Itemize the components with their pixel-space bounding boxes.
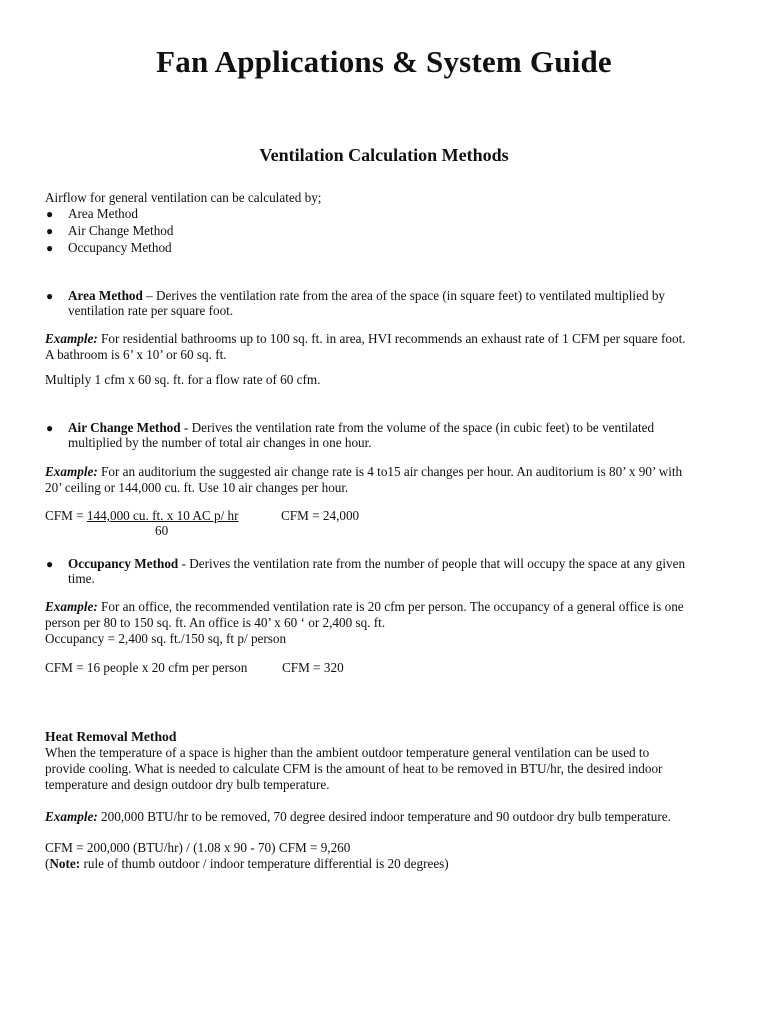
heat-example [45,809,671,825]
note-text: rule of thumb outdoor / indoor temperature differential is 20 degrees) [80,856,449,871]
occupancy-line1 [68,556,685,572]
bullet-icon: ● [46,241,54,255]
heat-heading: Heat Removal Method [45,729,177,744]
area-method-line1 [68,288,665,304]
air-change-result: CFM = 24,000 [281,508,360,523]
air-change-line1 [68,420,654,436]
area-example-line1 [45,331,686,347]
occupancy-example-text: For an office, the recommended ventilation rate is 20 cfm per person. The occupancy of a general office is one [97,599,684,614]
area-method-name: Area Method [68,288,143,303]
cfm-numerator: 144,000 cu. ft. x 10 AC p/ hr [86,508,239,523]
heat-example-text: 200,000 BTU/hr to be removed, 70 degree desired indoor temperature and 90 outdoor dry bulb temperature. [97,809,671,824]
document-title: Fan Applications & System Guide [156,44,612,79]
air-change-formula [45,508,239,524]
occupancy-example-line1 [45,599,684,615]
area-method-desc: – Derives the ventilation rate from the area of the space (in square feet) to ventilated multiplied by [142,288,666,303]
occupancy-calc: Occupancy = 2,400 sq. ft./150 sq, ft p/ person [45,631,287,646]
occupancy-cfm-result: CFM = 320 [282,660,344,675]
occupancy-desc: - Derives the ventilation rate from the number of people that will occupy the space at any given [178,556,686,571]
intro-lead: Airflow for general ventilation can be calculated by; [45,190,322,205]
section-title: Ventilation Calculation Methods [259,145,509,165]
area-calc: Multiply 1 cfm x 60 sq. ft. for a flow rate of 60 cfm. [45,372,321,387]
occupancy-name: Occupancy Method [68,556,179,571]
bullet-icon: ● [46,557,54,571]
air-change-example-text: For an auditorium the suggested air change rate is 4 to15 air changes per hour. An auditorium is 80’ x 90’ with [97,464,683,479]
example-label: Example: [45,331,98,346]
air-change-name: Air Change Method [68,420,181,435]
intro-item: Occupancy Method [68,240,172,255]
example-label: Example: [45,809,98,824]
cfm-denominator: 60 [155,523,169,538]
air-change-example-line1 [45,464,682,480]
note-open-paren: ( [45,856,50,871]
heat-para-line3: temperature and design outdoor dry bulb temperature. [45,777,330,792]
occupancy-desc-line2: time. [68,571,95,586]
area-example-text: For residential bathrooms up to 100 sq. ft. in area, HVI recommends an exhaust rate of 1 CFM per square foot. [97,331,686,346]
heat-note [45,856,449,872]
air-change-desc-line2: multiplied by the number of total air changes in one hour. [68,435,372,450]
occupancy-cfm-calc: CFM = 16 people x 20 cfm per person [45,660,248,675]
intro-item: Area Method [68,206,138,221]
bullet-icon: ● [46,224,54,238]
air-change-desc: - Derives the ventilation rate from the volume of the space (in cubic feet) to be ventilated [180,420,655,435]
occupancy-example-line2: person per 80 to 150 sq. ft. An office is 40’ x 60 ‘ or 2,400 sq. ft. [45,615,386,630]
example-label: Example: [45,464,98,479]
intro-item: Air Change Method [68,223,174,238]
note-label: Note: [49,856,81,871]
bullet-icon: ● [46,289,54,303]
heat-cfm-calc: CFM = 200,000 (BTU/hr) / (1.08 x 90 - 70) CFM = 9,260 [45,840,351,855]
example-label: Example: [45,599,98,614]
air-change-example-line2: 20’ ceiling or 144,000 cu. ft. Use 10 air changes per hour. [45,480,349,495]
bullet-icon: ● [46,207,54,221]
cfm-prefix: CFM = [45,508,87,523]
heat-para-line1: When the temperature of a space is higher than the ambient outdoor temperature general ventilation can be used to [45,745,650,760]
bullet-icon: ● [46,421,54,435]
area-example-line2: A bathroom is 6’ x 10’ or 60 sq. ft. [45,347,227,362]
area-method-desc-line2: ventilation rate per square foot. [68,303,234,318]
heat-para-line2: provide cooling. What is needed to calculate CFM is the amount of heat to be removed in BTU/hr, the desired indoor [45,761,663,776]
